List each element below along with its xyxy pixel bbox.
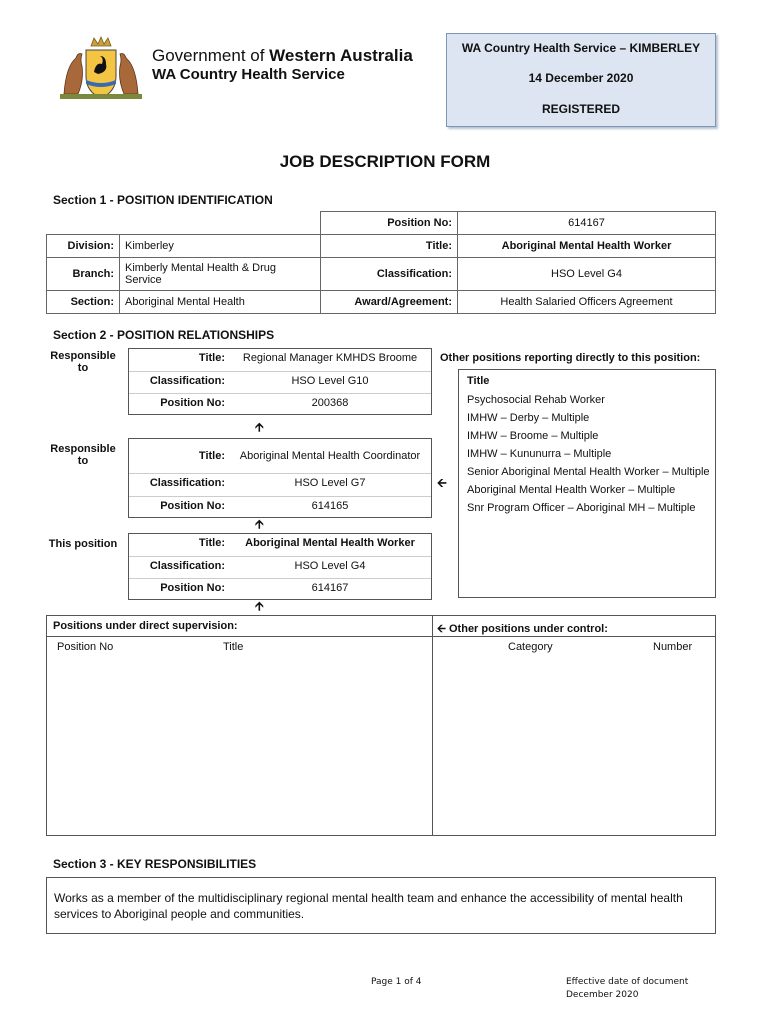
list-item: Senior Aboriginal Mental Health Worker – Multiple — [467, 466, 710, 478]
box2-classification-label: Classification: — [149, 477, 225, 489]
list-item: IMHW – Kununurra – Multiple — [467, 448, 612, 460]
classification-value: HSO Level G4 — [458, 258, 716, 291]
this-position-label: This position — [48, 538, 118, 550]
position-no-label: Position No: — [321, 212, 458, 235]
box3-classification-label: Classification: — [149, 560, 225, 572]
form-title: JOB DESCRIPTION FORM — [279, 152, 491, 171]
government-logo — [56, 36, 436, 106]
control-col-category: Category — [508, 641, 553, 653]
list-item: Snr Program Officer – Aboriginal MH – Multiple — [467, 502, 696, 514]
effective-date-value: December 2020 — [566, 990, 639, 1000]
box1-title-label: Title: — [198, 352, 225, 364]
section2-heading: Section 2 - POSITION RELATIONSHIPS — [53, 328, 275, 342]
other-positions-box — [458, 369, 716, 598]
box3-position-no-value: 614167 — [311, 582, 349, 594]
box3-title-label: Title: — [198, 537, 225, 549]
stamp-line3: REGISTERED — [541, 102, 620, 116]
box2-position-no-value: 614165 — [311, 500, 349, 512]
list-item: IMHW – Derby – Multiple — [467, 412, 590, 424]
arrow-left-icon: 🡨 — [437, 476, 447, 490]
box1-classification-value: HSO Level G10 — [291, 375, 369, 387]
list-item: IMHW – Broome – Multiple — [467, 430, 599, 442]
box1-position-no-label: Position No: — [160, 397, 225, 409]
box1-classification-label: Classification: — [149, 375, 225, 387]
box3-classification-value: HSO Level G4 — [294, 560, 366, 572]
box2-position-no-label: Position No: — [160, 500, 225, 512]
position-no-value: 614167 — [458, 212, 716, 235]
section-label: Section: — [47, 291, 120, 314]
division-value: Kimberley — [120, 235, 321, 258]
box1-title-value: Regional Manager KMHDS Broome — [242, 352, 418, 364]
title-label: Title: — [321, 235, 458, 258]
registration-stamp — [446, 33, 716, 127]
box3-title-value: Aboriginal Mental Health Worker — [245, 537, 415, 549]
section-value: Aboriginal Mental Health — [120, 291, 321, 314]
box2-title-label: Title: — [198, 450, 225, 462]
effective-date-label: Effective date of document — [566, 977, 689, 987]
arrow-up-icon: 🡩 — [255, 517, 264, 531]
box3-position-no-label: Position No: — [160, 582, 225, 594]
list-item: Aboriginal Mental Health Worker – Multiple — [467, 484, 676, 496]
supervision-col-title: Title — [223, 641, 244, 653]
other-positions-list — [467, 393, 713, 519]
wa-coat-of-arms-icon — [56, 36, 146, 104]
award-value: Health Salaried Officers Agreement — [458, 291, 716, 314]
branch-label: Branch: — [47, 258, 120, 291]
branch-value: Kimberly Mental Health & Drug Service — [120, 258, 321, 291]
control-col-number: Number — [653, 641, 693, 653]
award-label: Award/Agreement: — [321, 291, 458, 314]
box2-title-value: Aboriginal Mental Health Coordinator — [239, 449, 421, 462]
stamp-line1: WA Country Health Service – KIMBERLEY — [461, 41, 701, 55]
classification-label: Classification: — [321, 258, 458, 291]
coordinator-box — [128, 438, 432, 518]
logo-line1: Government of Western Australia — [152, 46, 413, 65]
supervision-divider — [432, 616, 433, 835]
this-position-box — [128, 533, 432, 600]
section1-heading: Section 1 - POSITION IDENTIFICATION — [53, 193, 273, 207]
arrow-left-icon: 🡨 — [437, 623, 446, 635]
supervision-box — [46, 615, 716, 836]
list-item: Psychosocial Rehab Worker — [467, 394, 605, 406]
page-number: Page 1 of 4 — [371, 977, 422, 987]
arrow-up-icon: 🡩 — [255, 599, 264, 613]
supervision-col-position: Position No — [57, 641, 114, 653]
other-positions-heading: Other positions reporting directly to this position: — [440, 352, 701, 364]
box1-position-no-value: 200368 — [311, 397, 349, 409]
manager-box — [128, 348, 432, 415]
division-label: Division: — [47, 235, 120, 258]
section3-heading: Section 3 - KEY RESPONSIBILITIES — [53, 857, 257, 871]
control-heading: 🡨 Other positions under control: — [437, 623, 608, 635]
position-identification-table — [46, 211, 716, 314]
key-responsibilities-box — [46, 877, 716, 934]
box2-classification-value: HSO Level G7 — [294, 477, 366, 489]
supervision-heading: Positions under direct supervision: — [53, 620, 238, 632]
stamp-line2: 14 December 2020 — [528, 71, 634, 85]
key-responsibilities-text: Works as a member of the multidisciplinary regional mental health team and enhance the accessibility of mental health services to Aboriginal people and communities. — [54, 891, 683, 921]
logo-line2: WA Country Health Service — [152, 66, 345, 83]
arrow-up-icon: 🡩 — [255, 420, 264, 434]
responsible-to-label-2: Responsible to — [50, 443, 116, 467]
title-value: Aboriginal Mental Health Worker — [458, 235, 716, 258]
supervision-header-rule — [47, 636, 715, 637]
responsible-to-label-1: Responsible to — [50, 350, 116, 374]
other-positions-title-col: Title — [467, 375, 490, 387]
